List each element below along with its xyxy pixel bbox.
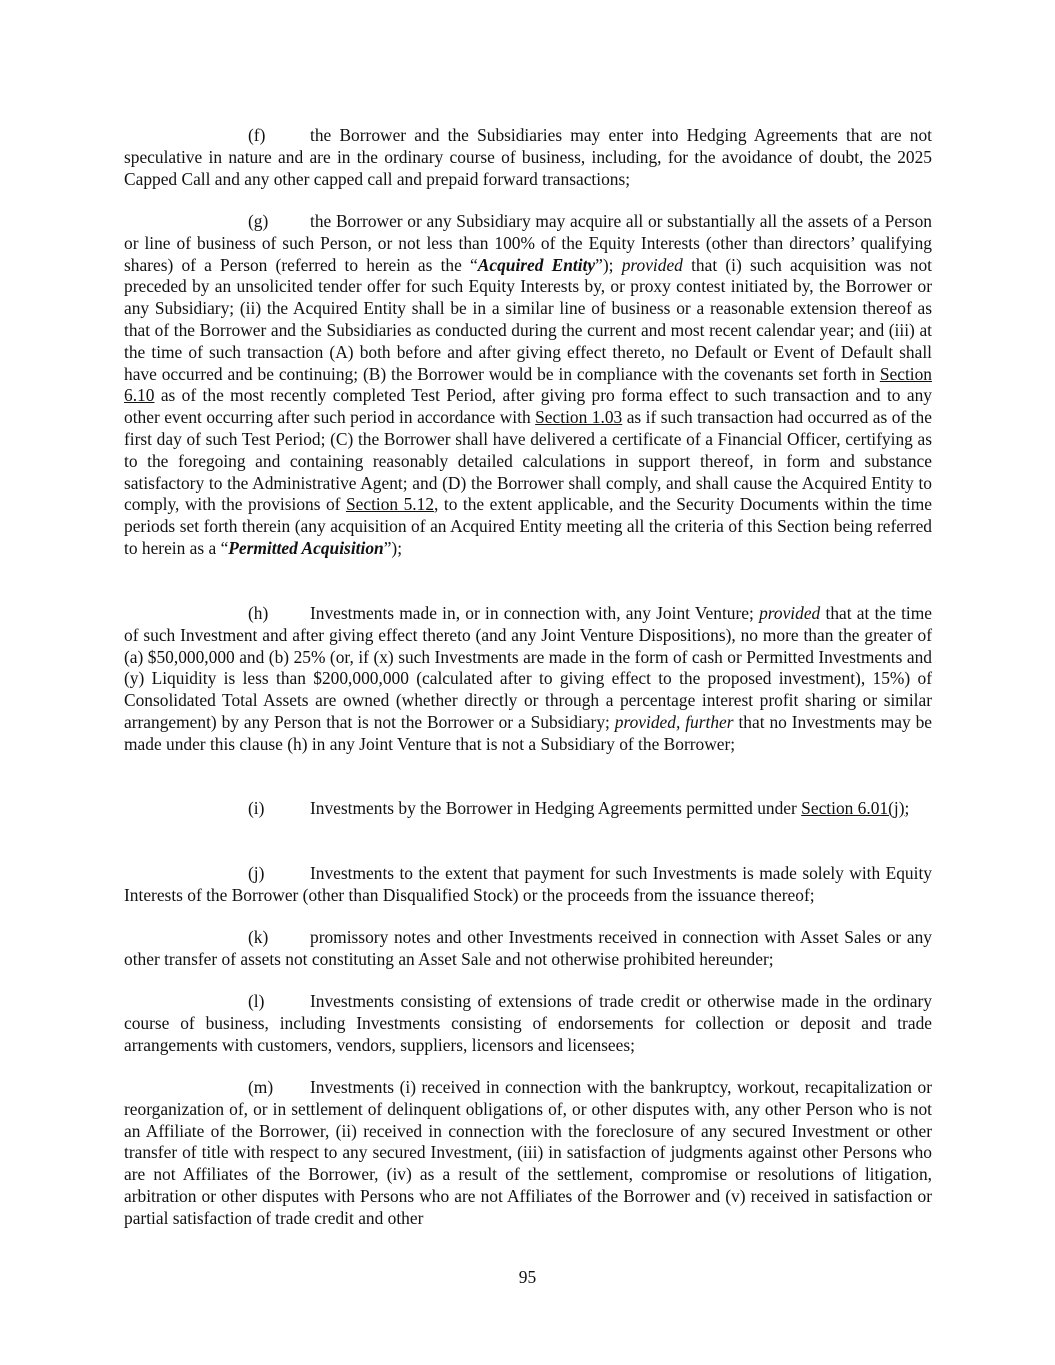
clause-g-text-1: the Borrower or any Subsidiary may acquire all or substantially all the assets of a Person or line of business of such Person, or not less than 100% of the Equity Interests (other than directors’ qualifying shares) of a Person (referred to herein as the “ — [124, 211, 932, 275]
section-ref-1-03: Section 1.03 — [535, 407, 623, 428]
clause-f — [124, 125, 932, 190]
clause-h-text-1: Investments made in, or in connection with, any Joint Venture; — [310, 603, 760, 623]
clause-j — [124, 863, 932, 907]
clause-l — [124, 991, 932, 1056]
clause-m — [124, 1077, 932, 1230]
clause-h-provided-further: provided, further — [614, 711, 734, 732]
clause-l-label: (l) — [248, 991, 265, 1011]
clause-g-text-6: , to the extent applicable, and the Security Documents within the time periods set forth therein (any acquisition of an Acquired Entity meeting all the criteria of this Section being referred to herein as a “ — [124, 494, 932, 558]
clause-j-text: Investments to the extent that payment for such Investments is made solely with Equity Interests of the Borrower (other than Disqualified Stock) or the proceeds from the issuance thereof; — [124, 863, 932, 905]
clause-h — [124, 603, 932, 756]
clause-g-text-7: ”); — [383, 537, 403, 558]
clause-i — [124, 798, 932, 820]
clause-k-label: (k) — [248, 927, 269, 947]
section-ref-6-01-j: Section 6.01(j) — [801, 798, 905, 818]
clause-m-text: Investments (i) received in connection with the bankruptcy, workout, recapitalization or reorganization of, or in settlement of delinquent obligations of, or other disputes with, any other Person who is not an Affiliate of the Borrower, (ii) received in connection with the foreclosure of any secured Investment or other transfer of title with respect to any secured Investment, (iii) in satisfaction of judgments against other Persons who are not Affiliates of the Borrower, (iv) as a result of the settlement, compromise or resolutions of litigation, arbitration or other disputes with Persons who are not Affiliates of the Borrower and (v) received in satisfaction or partial satisfaction of trade credit and other — [124, 1077, 932, 1228]
clause-j-label: (j) — [248, 863, 265, 883]
clause-k — [124, 927, 932, 971]
clause-h-provided: provided — [759, 603, 821, 623]
clause-g-text-4: as of the most recently completed Test Period, after giving pro forma effect to such transaction and to any other event occurring after such period in accordance with — [124, 385, 932, 428]
clause-m-label: (m) — [248, 1077, 274, 1097]
clause-g — [124, 211, 932, 560]
clause-g-provided: provided — [621, 254, 683, 275]
clause-i-label: (i) — [248, 798, 265, 818]
section-ref-5-12: Section 5.12 — [345, 494, 435, 515]
clause-h-text-3: that no Investments may be made under this clause (h) in any Joint Venture that is not a Subsidiary of the Borrower; — [124, 711, 932, 754]
clause-g-text-2: ”); — [595, 254, 622, 275]
clause-i-text: Investments by the Borrower in Hedging Agreements permitted under — [310, 798, 802, 818]
defined-term-permitted-acquisition: Permitted Acquisition — [228, 537, 384, 558]
clause-f-text: the Borrower and the Subsidiaries may enter into Hedging Agreements that are not speculative in nature and are in the ordinary course of business, including, for the avoidance of doubt, the 2025 Capped Call and any other capped call and prepaid forward transactions; — [124, 125, 932, 189]
clause-g-label: (g) — [248, 211, 269, 231]
clause-g-text-3: that (i) such acquisition was not preceded by an unsolicited tender offer for such Equity Interests by, or proxy contest initiated by, the Borrower or any Subsidiary; (ii) the Acquired Entity shall be in a similar line of business or a reasonable extension thereof as that of the Borrower and the Subsidiaries as conducted during the current and most recent calendar year; and (iii) at the time of such transaction (A) both before and after giving effect thereto, no Default or Event of Default shall have occurred and be continuing; (B) the Borrower would be in compliance with the covenants set forth in — [124, 254, 932, 384]
page-number: 95 — [518, 1267, 537, 1287]
clause-h-label: (h) — [248, 603, 269, 623]
clause-f-label: (f) — [248, 125, 266, 145]
clause-i-end: ; — [904, 798, 910, 818]
defined-term-acquired-entity: Acquired Entity — [477, 254, 596, 275]
clause-h-text-2: that at the time of such Investment and after giving effect thereto (and any Joint Venture Dispositions), no more than the greater of (a) $50,000,000 and (b) 25% (or, if (x) such Investments are made in the form of cash or Permitted Investments and (y) Liquidity is less than $200,000,000 (calculated after to giving effect to the proposed investment), 15%) of Consolidated Total Assets are owned (whether directly or through a percentage interest profit sharing or similar arrangement) by any Person that is not the Borrower or a Subsidiary; — [124, 603, 932, 732]
clause-g-text-5: as if such transaction had occurred as of the first day of such Test Period; (C) the Borrower shall have delivered a certificate of a Financial Officer, certifying as to the foregoing and containing reasonably detailed calculations in support thereof, in form and substance satisfactory to the Administrative Agent; and (D) the Borrower shall comply, and shall cause the Acquired Entity to comply, with the provisions of — [124, 407, 932, 515]
section-ref-6-10: Section 6.10 — [124, 363, 932, 406]
clause-l-text: Investments consisting of extensions of trade credit or otherwise made in the ordinary course of business, including Investments consisting of endorsements for collection or deposit and trade arrangements with customers, vendors, suppliers, licensors and licensees; — [124, 991, 932, 1055]
clause-k-text: promissory notes and other Investments received in connection with Asset Sales or any other transfer of assets not constituting an Asset Sale and not otherwise prohibited hereunder; — [124, 927, 932, 969]
